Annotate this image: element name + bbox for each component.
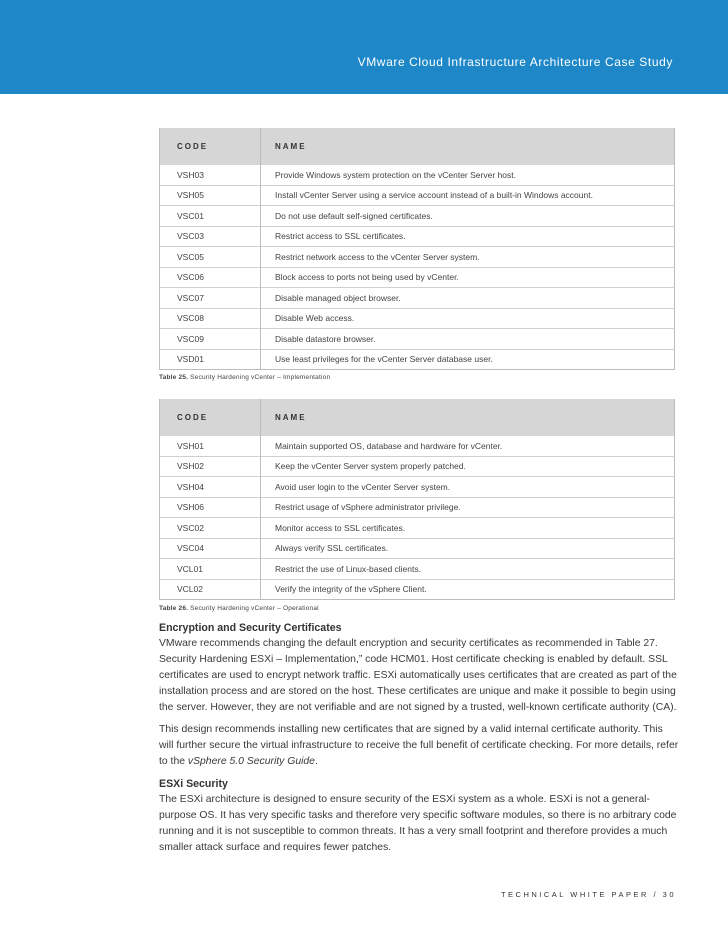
- table-row: [160, 308, 675, 329]
- table-row: [160, 456, 675, 477]
- cell-code: VSC01: [160, 206, 261, 227]
- paragraph-text: .: [314, 756, 318, 767]
- table-row: [160, 579, 675, 600]
- table-row: [160, 349, 675, 370]
- cell-code: VCL02: [160, 579, 261, 600]
- column-header-name: NAME: [261, 128, 675, 165]
- cell-name: Maintain supported OS, database and hardware for vCenter.: [261, 436, 675, 456]
- cell-name: Use least privileges for the vCenter Server database user.: [261, 349, 675, 370]
- table-caption-25: [159, 374, 330, 381]
- table-row: [160, 247, 675, 268]
- cell-code: VSH04: [160, 477, 261, 498]
- cell-name: Restrict network access to the vCenter Server system.: [261, 247, 675, 268]
- section-heading-encryption: Encryption and Security Certificates: [159, 622, 342, 634]
- cell-name: Block access to ports not being used by vCenter.: [261, 267, 675, 288]
- table-security-hardening-implementation: [159, 128, 675, 370]
- table-row: [160, 226, 675, 247]
- cell-name: Monitor access to SSL certificates.: [261, 518, 675, 539]
- cell-code: VSC04: [160, 538, 261, 559]
- cell-code: VSC03: [160, 226, 261, 247]
- header-title: VMware Cloud Infrastructure Architecture Case Study: [357, 55, 673, 69]
- cell-name: Always verify SSL certificates.: [261, 538, 675, 559]
- table-row: [160, 497, 675, 518]
- column-header-code: CODE: [160, 128, 261, 165]
- table-row: [160, 206, 675, 227]
- cell-code: VSC07: [160, 288, 261, 309]
- table-row: [160, 165, 675, 185]
- section-heading-esxi-security: ESXi Security: [159, 778, 228, 790]
- paragraph-text: This design recommends installing new certificates that are signed by a valid internal certificate authority. This will further secure the virtual infrastructure to receive the full benefit of certificate checking. For more details, refer to the: [159, 724, 679, 767]
- cell-name: Avoid user login to the vCenter Server system.: [261, 477, 675, 498]
- table-row: [160, 267, 675, 288]
- table-row: [160, 477, 675, 498]
- cell-name: Provide Windows system protection on the vCenter Server host.: [261, 165, 675, 185]
- cell-code: VSD01: [160, 349, 261, 370]
- cell-code: VSH01: [177, 440, 204, 451]
- page-footer: TECHNICAL WHITE PAPER / 30: [500, 890, 676, 899]
- cell-name: Disable managed object browser.: [261, 288, 675, 309]
- table-header-row: [160, 399, 675, 436]
- caption-label: Table 26.: [159, 605, 189, 612]
- cell-code: VSH06: [160, 497, 261, 518]
- cell-code: VSC06: [160, 267, 261, 288]
- cell-code: VSH03: [177, 169, 204, 180]
- table-security-hardening-operational: [159, 399, 675, 600]
- table-caption-26: [159, 605, 319, 612]
- cell-code: VSC09: [160, 329, 261, 350]
- cell-name: Install vCenter Server using a service account instead of a built-in Windows account.: [261, 185, 675, 206]
- cell-code: VSC08: [160, 308, 261, 329]
- cell-name: Do not use default self-signed certificates.: [261, 206, 675, 227]
- table-row: [160, 518, 675, 539]
- cell-name: Keep the vCenter Server system properly patched.: [261, 456, 675, 477]
- caption-label: Table 25.: [159, 374, 189, 381]
- paragraph: VMware recommends changing the default encryption and security certificates as recommended in Table 27. Security Hardening ESXi – Implementation,” code HCM01. Host certificate checking is enabled by default. SSL certificates are used to encrypt network traffic. ESXi automatically uses certificates that are created as part of the installation process and are stored on the host. These certificates are unique and make it possible to begin using the server. However, they are not verifiable and are not signed by a trusted, well-known certificate authority (CA).: [159, 638, 677, 713]
- cell-name: Restrict access to SSL certificates.: [261, 226, 675, 247]
- cell-code: VSC02: [160, 518, 261, 539]
- table-row: [160, 436, 675, 456]
- cell-name: Verify the integrity of the vSphere Client.: [261, 579, 675, 600]
- caption-text: Security Hardening vCenter – Operational: [188, 605, 319, 612]
- column-header-name: NAME: [261, 399, 675, 436]
- paragraph: [159, 722, 679, 770]
- page-header: [0, 0, 728, 94]
- table-row: [160, 288, 675, 309]
- cell-code: VSC05: [160, 247, 261, 268]
- table-row: [160, 329, 675, 350]
- cell-name: Restrict the use of Linux-based clients.: [261, 559, 675, 580]
- cell-name: Restrict usage of vSphere administrator privilege.: [261, 497, 675, 518]
- caption-text: Security Hardening vCenter – Implementation: [188, 374, 331, 381]
- cell-name: Disable datastore browser.: [261, 329, 675, 350]
- body-text: [159, 620, 679, 856]
- cell-code: VSH02: [160, 456, 261, 477]
- table-row: [160, 185, 675, 206]
- cell-code: VSH05: [160, 185, 261, 206]
- cell-name: Disable Web access.: [261, 308, 675, 329]
- table-header-row: [160, 128, 675, 165]
- cell-code: VCL01: [160, 559, 261, 580]
- paragraph: The ESXi architecture is designed to ensure security of the ESXi system as a whole. ESXi is not a general-purpose OS. It has very specific tasks and therefore very specific software modules, so there is no arbitrary code running and it is not susceptible to common threats. It has a very small footprint and therefore provides a much smaller attack surface and requires fewer patches.: [159, 794, 677, 853]
- table-row: [160, 538, 675, 559]
- column-header-code: CODE: [160, 399, 261, 436]
- guide-reference: vSphere 5.0 Security Guide: [187, 756, 315, 767]
- table-row: [160, 559, 675, 580]
